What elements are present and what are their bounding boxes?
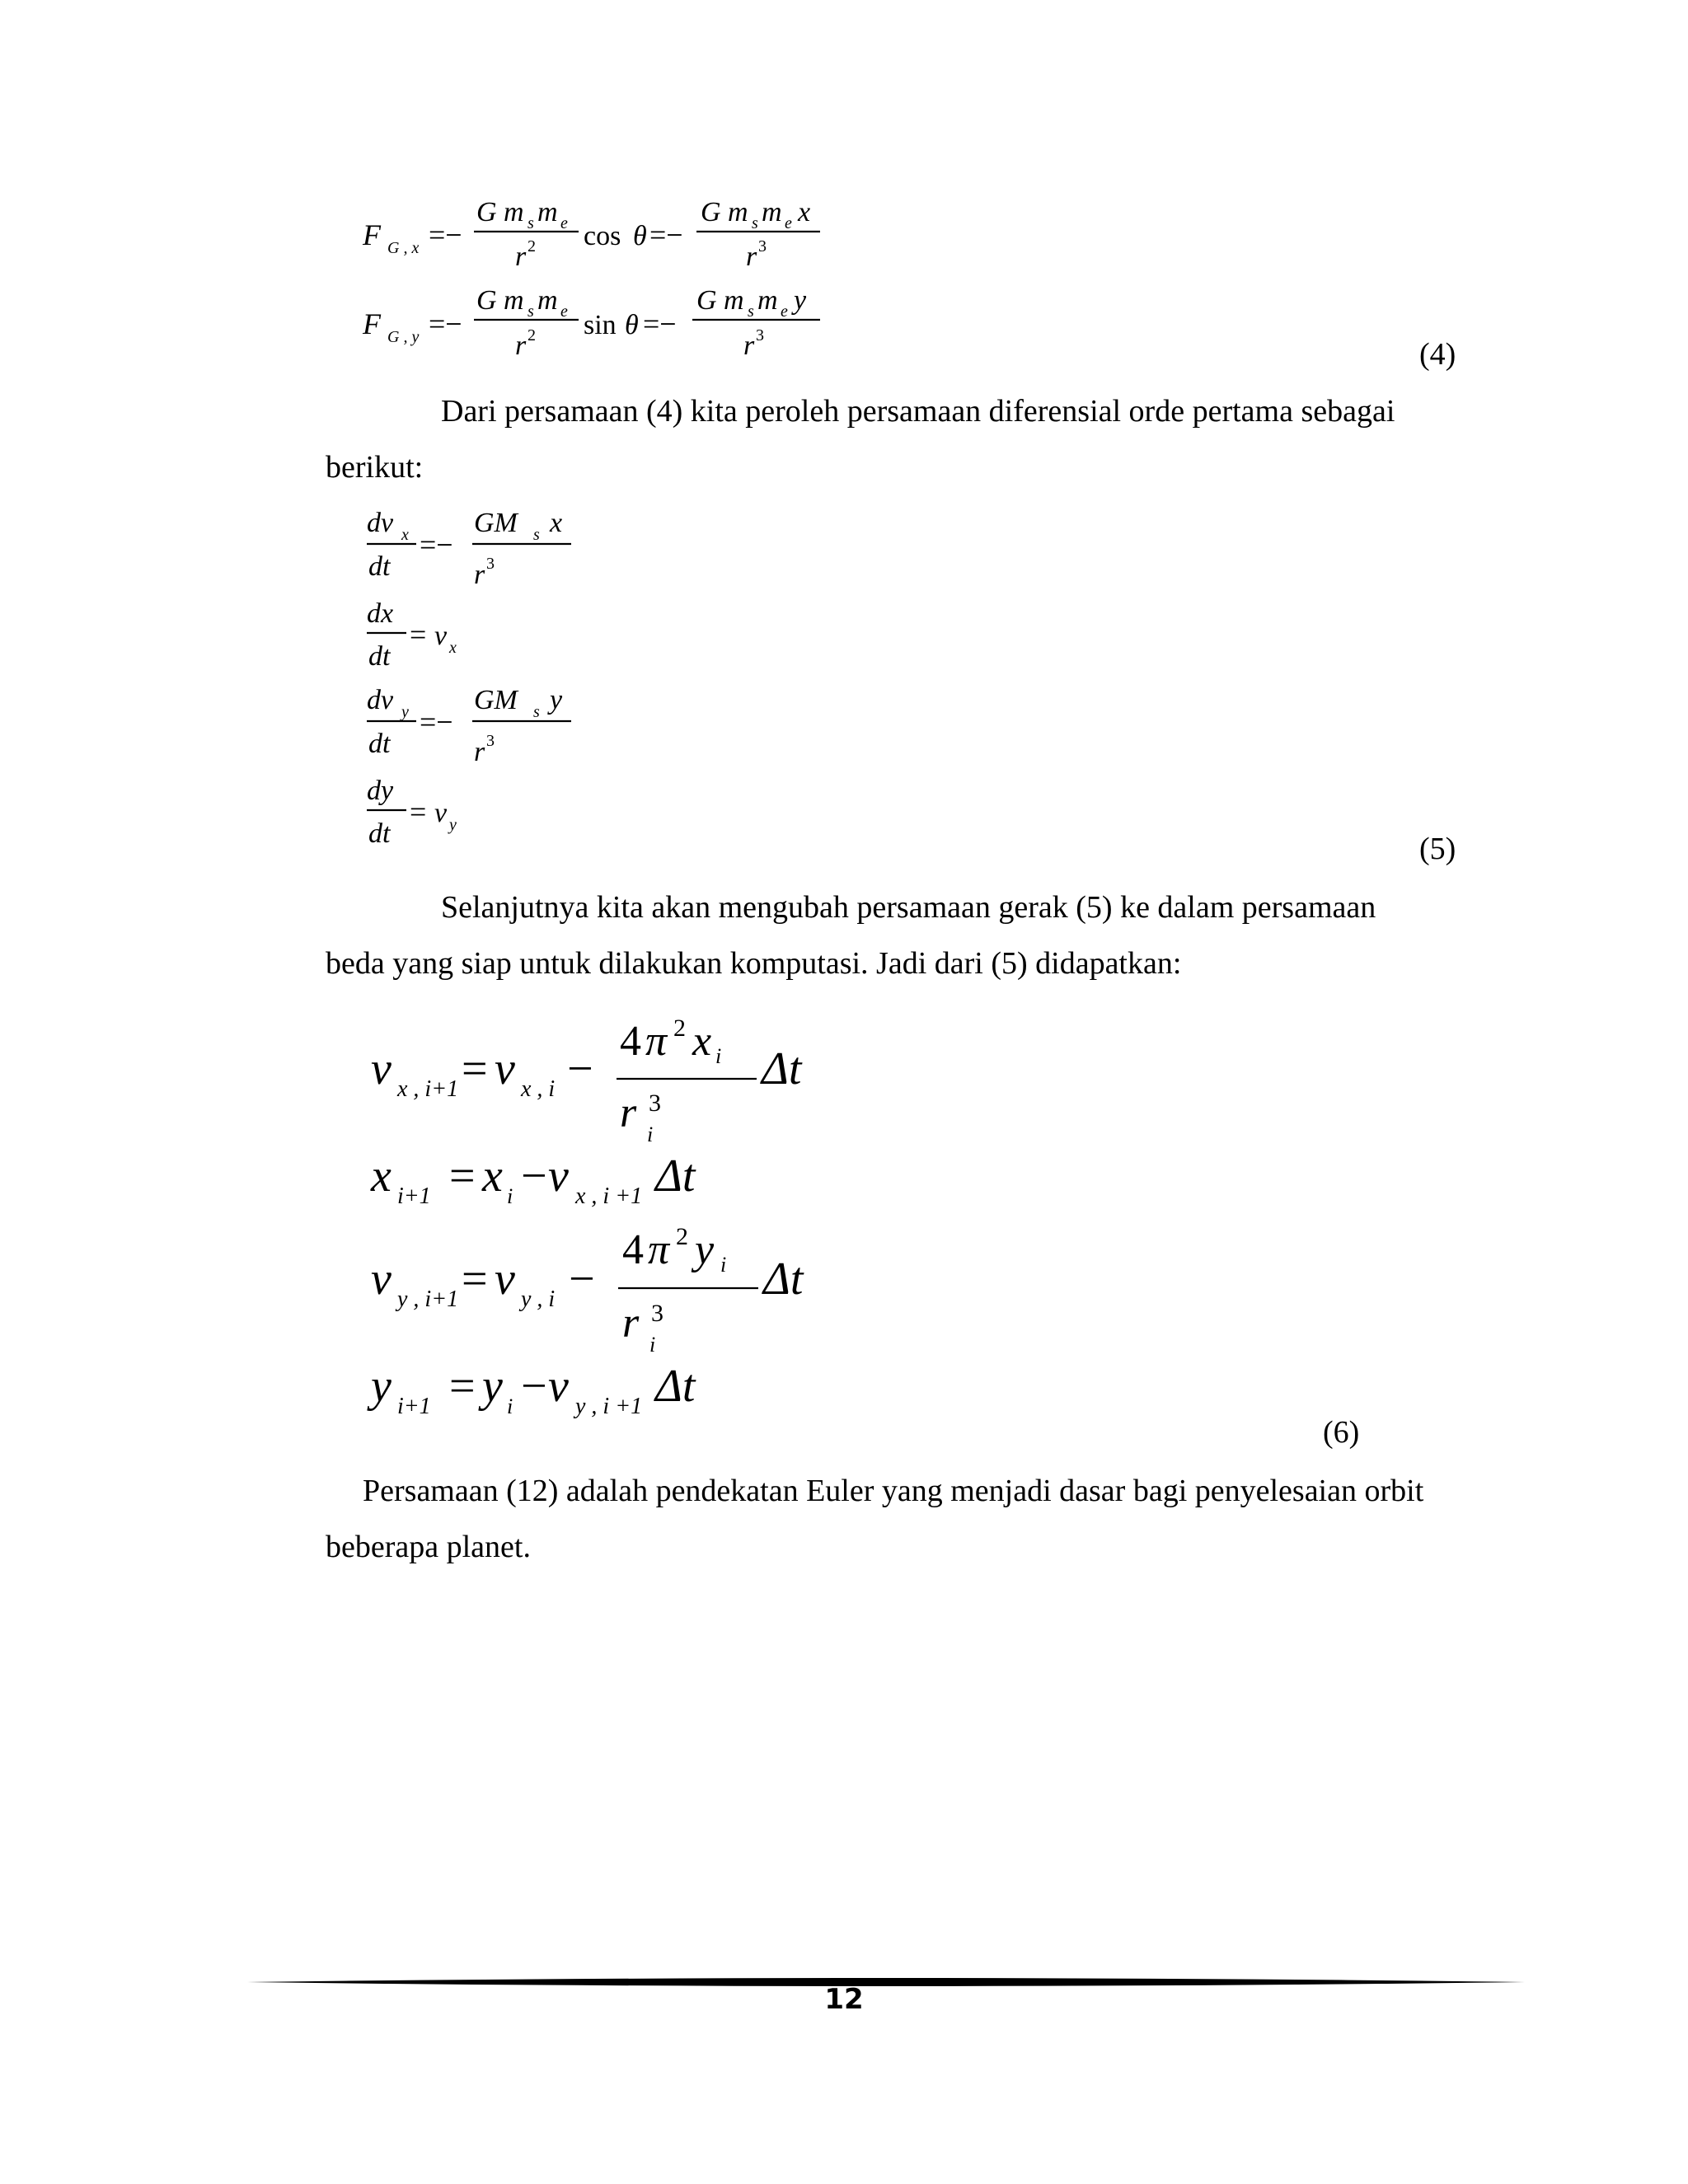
svg-text:r: r — [622, 1300, 640, 1347]
svg-text:dy: dy — [367, 776, 394, 806]
svg-text:x , i: x , i — [521, 1076, 556, 1102]
svg-text:dv: dv — [367, 508, 394, 538]
svg-text:Δt: Δt — [655, 1151, 696, 1202]
svg-text:y: y — [449, 816, 457, 834]
svg-text:sin: sin — [584, 310, 617, 340]
svg-text:r: r — [620, 1090, 637, 1137]
svg-text:e: e — [785, 214, 792, 232]
svg-text:e: e — [781, 302, 788, 321]
equation-number-6: (6) — [1323, 1415, 1360, 1450]
svg-text:y: y — [550, 685, 563, 715]
svg-text:=: = — [449, 1361, 476, 1412]
svg-text:x: x — [482, 1151, 503, 1202]
svg-text:y: y — [695, 1226, 715, 1273]
svg-text:F: F — [363, 307, 381, 340]
svg-text:−: − — [569, 1254, 595, 1305]
equation-number-5: (5) — [1419, 832, 1456, 866]
svg-text:y: y — [371, 1361, 392, 1412]
svg-text:G m: G m — [701, 197, 748, 227]
svg-text:=−: =− — [649, 218, 683, 251]
svg-text:i: i — [649, 1333, 656, 1357]
svg-text:dt: dt — [368, 818, 391, 849]
svg-text:θ: θ — [625, 310, 639, 340]
paragraph-2 — [326, 879, 1475, 991]
svg-text:x: x — [371, 1151, 392, 1202]
svg-text:m: m — [762, 197, 782, 227]
svg-text:4: 4 — [620, 1018, 641, 1065]
svg-text:y: y — [482, 1361, 503, 1412]
svg-text:v: v — [371, 1043, 392, 1094]
paragraph-3-line-1: Persamaan (12) adalah pendekatan Euler yang menjadi dasar bagi penyelesaian orbit — [363, 1474, 1424, 1508]
svg-text:m: m — [537, 285, 558, 316]
svg-text:−: − — [567, 1043, 593, 1094]
svg-text:π: π — [648, 1226, 670, 1273]
svg-text:3: 3 — [758, 237, 767, 255]
svg-text:3: 3 — [756, 326, 764, 344]
equation-4-force-components — [363, 194, 841, 371]
svg-text:3: 3 — [649, 1090, 661, 1117]
svg-text:Δt: Δt — [655, 1361, 696, 1412]
svg-text:i+1: i+1 — [397, 1183, 431, 1209]
svg-text:s: s — [752, 214, 758, 232]
equation-5-differential-equations — [367, 503, 614, 857]
svg-text:=−: =− — [643, 307, 677, 340]
svg-text:2: 2 — [528, 237, 536, 255]
svg-text:s: s — [528, 302, 534, 321]
svg-text:v: v — [495, 1043, 515, 1094]
svg-text:π: π — [645, 1018, 668, 1065]
svg-text:cos: cos — [584, 221, 621, 251]
paragraph-2-line-2: beda yang siap untuk dilakukan komputasi. Jadi dari (5) didapatkan: — [326, 946, 1182, 981]
page-number: 12 — [824, 1983, 864, 2016]
svg-text:r: r — [515, 330, 527, 361]
svg-text:v: v — [548, 1361, 569, 1412]
svg-text:=−: =− — [420, 528, 453, 561]
svg-text:=−: =− — [429, 307, 462, 340]
svg-text:F: F — [363, 218, 381, 251]
svg-text:GM: GM — [474, 685, 518, 715]
svg-text:x: x — [449, 639, 457, 657]
paragraph-1-line-1: Dari persamaan (4) kita peroleh persamaan diferensial orde pertama sebagai — [441, 394, 1395, 429]
svg-text:Δt: Δt — [763, 1254, 804, 1305]
svg-text:3: 3 — [486, 555, 495, 573]
svg-text:3: 3 — [486, 732, 495, 750]
svg-text:x: x — [401, 526, 409, 544]
svg-text:−: − — [521, 1151, 547, 1202]
svg-text:dv: dv — [367, 685, 394, 715]
svg-text:s: s — [533, 703, 540, 721]
svg-text:y , i+1: y , i+1 — [397, 1286, 459, 1312]
svg-text:m: m — [757, 285, 778, 316]
svg-text:dx: dx — [367, 598, 394, 629]
paragraph-2-line-1: Selanjutnya kita akan mengubah persamaan gerak (5) ke dalam persamaan — [441, 890, 1376, 925]
svg-text:s: s — [528, 214, 534, 232]
svg-text:y: y — [401, 703, 409, 721]
svg-text:r: r — [746, 241, 757, 272]
svg-text:x , i+1: x , i+1 — [397, 1076, 459, 1102]
paragraph-1 — [326, 383, 1475, 495]
svg-text:r: r — [515, 241, 527, 272]
svg-text:dt: dt — [368, 551, 391, 582]
svg-text:dt: dt — [368, 641, 391, 672]
svg-text:y , i +1: y , i +1 — [575, 1394, 643, 1419]
svg-text:e: e — [560, 214, 568, 232]
svg-text:i: i — [647, 1122, 654, 1146]
svg-text:i: i — [507, 1394, 513, 1418]
svg-text:=: = — [410, 618, 427, 651]
svg-text:i: i — [507, 1184, 513, 1208]
svg-text:2: 2 — [676, 1223, 688, 1250]
svg-text:i: i — [720, 1253, 727, 1277]
svg-text:=: = — [410, 795, 427, 828]
svg-text:y: y — [794, 285, 807, 316]
equation-6-euler-difference-equations — [371, 1015, 832, 1430]
svg-text:e: e — [560, 302, 568, 321]
svg-text:2: 2 — [673, 1015, 686, 1042]
svg-text:x: x — [550, 508, 563, 538]
svg-text:x , i +1: x , i +1 — [575, 1183, 643, 1209]
svg-text:i+1: i+1 — [397, 1394, 431, 1419]
svg-text:r: r — [474, 560, 485, 590]
svg-text:x: x — [692, 1018, 712, 1065]
svg-text:G m: G m — [696, 285, 744, 316]
svg-text:s: s — [748, 302, 754, 321]
svg-text:r: r — [474, 737, 485, 767]
svg-text:=−: =− — [429, 218, 462, 251]
svg-text:G m: G m — [476, 285, 524, 316]
paragraph-1-line-2: berikut: — [326, 450, 424, 485]
paragraph-3 — [326, 1463, 1475, 1575]
svg-text:v: v — [495, 1254, 515, 1305]
svg-text:s: s — [533, 526, 540, 544]
svg-text:dt: dt — [368, 729, 391, 759]
svg-text:=: = — [462, 1254, 488, 1305]
svg-text:v: v — [434, 621, 448, 651]
svg-text:r: r — [743, 330, 755, 361]
svg-text:−: − — [521, 1361, 547, 1412]
svg-text:=: = — [449, 1151, 476, 1202]
svg-text:v: v — [548, 1151, 569, 1202]
svg-text:3: 3 — [651, 1300, 663, 1327]
svg-text:x: x — [798, 197, 811, 227]
svg-text:=−: =− — [420, 705, 453, 738]
svg-text:GM: GM — [474, 508, 518, 538]
svg-text:m: m — [537, 197, 558, 227]
svg-text:θ: θ — [633, 221, 647, 251]
paragraph-3-line-2: beberapa planet. — [326, 1530, 531, 1564]
svg-text:G , x: G , x — [387, 239, 420, 257]
svg-text:2: 2 — [528, 326, 536, 344]
svg-text:G , y: G , y — [387, 328, 420, 346]
svg-text:v: v — [434, 798, 448, 828]
svg-text:4: 4 — [622, 1226, 644, 1273]
svg-text:Δt: Δt — [762, 1043, 802, 1094]
svg-text:y , i: y , i — [521, 1286, 556, 1312]
equation-number-4: (4) — [1419, 337, 1456, 372]
svg-text:=: = — [462, 1043, 488, 1094]
svg-text:v: v — [371, 1254, 392, 1305]
svg-text:i: i — [715, 1044, 722, 1068]
svg-text:G m: G m — [476, 197, 524, 227]
